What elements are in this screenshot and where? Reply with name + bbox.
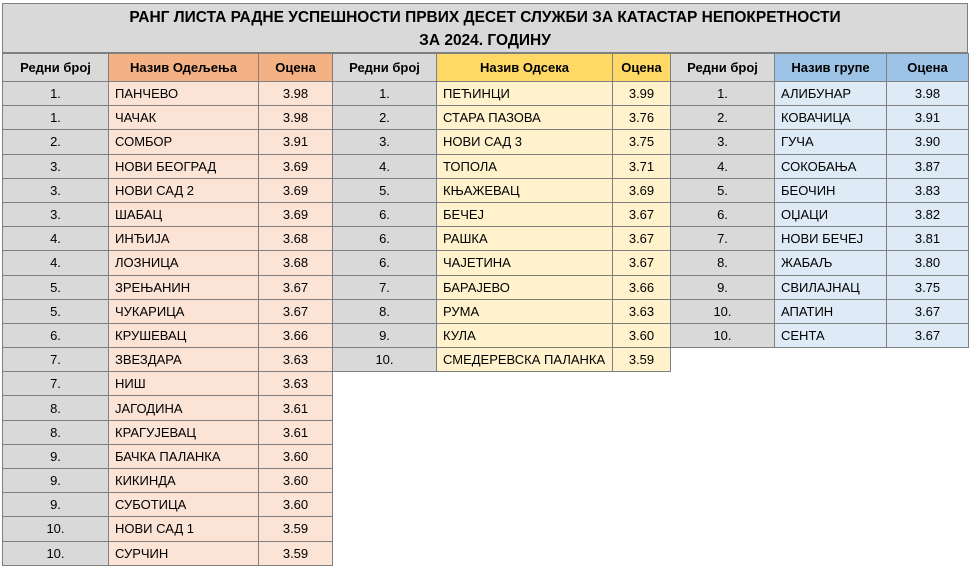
rank-cell: 7. bbox=[3, 372, 109, 396]
score-cell: 3.59 bbox=[259, 517, 333, 541]
name-cell: ПЕЋИНЦИ bbox=[437, 82, 613, 106]
score-cell: 3.99 bbox=[613, 82, 671, 106]
name-cell: БЕЧЕЈ bbox=[437, 202, 613, 226]
name-cell: ЧАЧАК bbox=[109, 106, 259, 130]
table-row bbox=[3, 444, 333, 468]
name-cell: СВИЛАЈНАЦ bbox=[775, 275, 887, 299]
name-cell: ЈАГОДИНА bbox=[109, 396, 259, 420]
rank-cell: 9. bbox=[3, 493, 109, 517]
rank-cell: 1. bbox=[3, 106, 109, 130]
rank-column-header: Редни број bbox=[3, 54, 109, 82]
name-cell: ЛОЗНИЦА bbox=[109, 251, 259, 275]
table-row bbox=[3, 82, 333, 106]
table-row bbox=[3, 517, 333, 541]
name-cell: КИКИНДА bbox=[109, 469, 259, 493]
rank-cell: 4. bbox=[3, 251, 109, 275]
table-row bbox=[333, 251, 671, 275]
rank-cell: 6. bbox=[333, 202, 437, 226]
table-row bbox=[3, 541, 333, 565]
name-cell: СУБОТИЦА bbox=[109, 493, 259, 517]
rank-cell: 3. bbox=[3, 202, 109, 226]
score-cell: 3.59 bbox=[259, 541, 333, 565]
table-row bbox=[3, 178, 333, 202]
score-cell: 3.60 bbox=[259, 444, 333, 468]
table-row bbox=[3, 251, 333, 275]
name-cell: КРУШЕВАЦ bbox=[109, 323, 259, 347]
table-row bbox=[671, 202, 969, 226]
score-cell: 3.98 bbox=[259, 106, 333, 130]
score-cell: 3.61 bbox=[259, 396, 333, 420]
name-cell: КУЛА bbox=[437, 323, 613, 347]
name-cell: СЕНТА bbox=[775, 323, 887, 347]
table-row bbox=[3, 493, 333, 517]
score-cell: 3.67 bbox=[613, 227, 671, 251]
score-cell: 3.80 bbox=[887, 251, 969, 275]
name-cell: ОЏАЦИ bbox=[775, 202, 887, 226]
rank-cell: 3. bbox=[3, 154, 109, 178]
name-cell: НОВИ САД 1 bbox=[109, 517, 259, 541]
table-row bbox=[333, 82, 671, 106]
name-cell: ЧАЈЕТИНА bbox=[437, 251, 613, 275]
rank-cell: 10. bbox=[3, 541, 109, 565]
score-cell: 3.83 bbox=[887, 178, 969, 202]
name-cell: ТОПОЛА bbox=[437, 154, 613, 178]
name-cell: ПАНЧЕВО bbox=[109, 82, 259, 106]
score-cell: 3.67 bbox=[887, 323, 969, 347]
rank-cell: 10. bbox=[671, 323, 775, 347]
name-cell: ИНЂИЈА bbox=[109, 227, 259, 251]
score-cell: 3.63 bbox=[259, 372, 333, 396]
name-cell: СОКОБАЊА bbox=[775, 154, 887, 178]
table-row bbox=[671, 154, 969, 178]
score-cell: 3.67 bbox=[259, 275, 333, 299]
name-cell: РАШКА bbox=[437, 227, 613, 251]
table-row bbox=[333, 275, 671, 299]
score-cell: 3.66 bbox=[613, 275, 671, 299]
table-row bbox=[3, 396, 333, 420]
score-column-header: Оцена bbox=[259, 54, 333, 82]
table-row bbox=[671, 323, 969, 347]
score-cell: 3.68 bbox=[259, 251, 333, 275]
table-row bbox=[333, 154, 671, 178]
rank-cell: 6. bbox=[3, 323, 109, 347]
departments-header-row bbox=[3, 54, 333, 82]
score-cell: 3.69 bbox=[613, 178, 671, 202]
rank-column-header: Редни број bbox=[333, 54, 437, 82]
table-row bbox=[3, 372, 333, 396]
table-row bbox=[3, 202, 333, 226]
name-cell: БАЧКА ПАЛАНКА bbox=[109, 444, 259, 468]
table-row bbox=[671, 178, 969, 202]
name-cell: БАРАЈЕВО bbox=[437, 275, 613, 299]
groups-table bbox=[670, 53, 969, 348]
department-name-column-header: Назив Одељења bbox=[109, 54, 259, 82]
name-cell: НОВИ БЕОГРАД bbox=[109, 154, 259, 178]
group-name-column-header: Назив групе bbox=[775, 54, 887, 82]
rank-cell: 6. bbox=[333, 227, 437, 251]
table-row bbox=[671, 251, 969, 275]
score-cell: 3.82 bbox=[887, 202, 969, 226]
name-cell: КОВАЧИЦА bbox=[775, 106, 887, 130]
rank-cell: 6. bbox=[333, 251, 437, 275]
rank-cell: 7. bbox=[671, 227, 775, 251]
table-row bbox=[333, 202, 671, 226]
name-cell: НОВИ САД 2 bbox=[109, 178, 259, 202]
score-cell: 3.60 bbox=[613, 323, 671, 347]
score-cell: 3.98 bbox=[887, 82, 969, 106]
name-cell: НОВИ БЕЧЕЈ bbox=[775, 227, 887, 251]
rank-cell: 9. bbox=[3, 444, 109, 468]
table-row bbox=[671, 275, 969, 299]
rank-cell: 9. bbox=[333, 323, 437, 347]
rank-cell: 10. bbox=[671, 299, 775, 323]
rank-cell: 8. bbox=[3, 420, 109, 444]
rank-cell: 3. bbox=[671, 130, 775, 154]
rank-cell: 7. bbox=[333, 275, 437, 299]
name-cell: ШАБАЦ bbox=[109, 202, 259, 226]
name-cell: КЊАЖЕВАЦ bbox=[437, 178, 613, 202]
score-cell: 3.75 bbox=[887, 275, 969, 299]
table-row bbox=[3, 106, 333, 130]
score-cell: 3.61 bbox=[259, 420, 333, 444]
table-row bbox=[3, 130, 333, 154]
table-row bbox=[3, 469, 333, 493]
table-row bbox=[333, 130, 671, 154]
rank-cell: 4. bbox=[333, 154, 437, 178]
sections-header-row bbox=[333, 54, 671, 82]
rank-cell: 7. bbox=[3, 348, 109, 372]
name-cell: НИШ bbox=[109, 372, 259, 396]
name-cell: СОМБОР bbox=[109, 130, 259, 154]
score-cell: 3.81 bbox=[887, 227, 969, 251]
table-row bbox=[333, 178, 671, 202]
table-row bbox=[3, 348, 333, 372]
rank-cell: 9. bbox=[671, 275, 775, 299]
table-row bbox=[3, 420, 333, 444]
score-cell: 3.91 bbox=[259, 130, 333, 154]
score-cell: 3.67 bbox=[259, 299, 333, 323]
rank-cell: 5. bbox=[671, 178, 775, 202]
name-cell: АПАТИН bbox=[775, 299, 887, 323]
departments-table bbox=[2, 53, 333, 566]
table-row bbox=[3, 227, 333, 251]
name-cell: РУМА bbox=[437, 299, 613, 323]
table-row bbox=[333, 106, 671, 130]
table-row bbox=[671, 299, 969, 323]
score-cell: 3.68 bbox=[259, 227, 333, 251]
name-cell: СМЕДЕРЕВСКА ПАЛАНКА bbox=[437, 348, 613, 372]
table-row bbox=[671, 82, 969, 106]
name-cell: АЛИБУНАР bbox=[775, 82, 887, 106]
rank-cell: 10. bbox=[333, 348, 437, 372]
name-cell: ГУЧА bbox=[775, 130, 887, 154]
title-line-1: РАНГ ЛИСТА РАДНЕ УСПЕШНОСТИ ПРВИХ ДЕСЕТ СЛУЖБИ ЗА КАТАСТАР НЕПОКРЕТНОСТИ bbox=[129, 9, 841, 26]
rank-cell: 10. bbox=[3, 517, 109, 541]
name-cell: КРАГУЈЕВАЦ bbox=[109, 420, 259, 444]
table-row bbox=[671, 106, 969, 130]
rank-cell: 2. bbox=[3, 130, 109, 154]
score-cell: 3.60 bbox=[259, 493, 333, 517]
table-row bbox=[333, 227, 671, 251]
sections-table bbox=[332, 53, 671, 372]
rank-cell: 5. bbox=[333, 178, 437, 202]
rank-cell: 1. bbox=[671, 82, 775, 106]
score-column-header: Оцена bbox=[887, 54, 969, 82]
rank-cell: 8. bbox=[3, 396, 109, 420]
name-cell: СТАРА ПАЗОВА bbox=[437, 106, 613, 130]
score-cell: 3.75 bbox=[613, 130, 671, 154]
score-cell: 3.63 bbox=[613, 299, 671, 323]
rank-cell: 4. bbox=[3, 227, 109, 251]
rank-cell: 3. bbox=[333, 130, 437, 154]
score-cell: 3.63 bbox=[259, 348, 333, 372]
rank-cell: 3. bbox=[3, 178, 109, 202]
title-line-2: ЗА 2024. ГОДИНУ bbox=[419, 32, 551, 49]
name-cell: ЗВЕЗДАРА bbox=[109, 348, 259, 372]
rank-cell: 4. bbox=[671, 154, 775, 178]
name-cell: ЖАБАЉ bbox=[775, 251, 887, 275]
table-row bbox=[671, 227, 969, 251]
section-name-column-header: Назив Одсека bbox=[437, 54, 613, 82]
score-cell: 3.59 bbox=[613, 348, 671, 372]
score-cell: 3.91 bbox=[887, 106, 969, 130]
table-row bbox=[3, 154, 333, 178]
table-row bbox=[671, 130, 969, 154]
name-cell: ЧУКАРИЦА bbox=[109, 299, 259, 323]
rank-cell: 8. bbox=[671, 251, 775, 275]
rank-cell: 2. bbox=[333, 106, 437, 130]
rank-column-header: Редни број bbox=[671, 54, 775, 82]
rank-cell: 2. bbox=[671, 106, 775, 130]
table-row bbox=[3, 323, 333, 347]
groups-header-row bbox=[671, 54, 969, 82]
score-cell: 3.69 bbox=[259, 202, 333, 226]
table-row bbox=[3, 299, 333, 323]
score-cell: 3.67 bbox=[887, 299, 969, 323]
rank-cell: 1. bbox=[333, 82, 437, 106]
table-row bbox=[3, 275, 333, 299]
score-cell: 3.60 bbox=[259, 469, 333, 493]
score-cell: 3.87 bbox=[887, 154, 969, 178]
name-cell: ЗРЕЊАНИН bbox=[109, 275, 259, 299]
rank-cell: 1. bbox=[3, 82, 109, 106]
score-cell: 3.76 bbox=[613, 106, 671, 130]
score-cell: 3.67 bbox=[613, 202, 671, 226]
score-cell: 3.67 bbox=[613, 251, 671, 275]
name-cell: НОВИ САД 3 bbox=[437, 130, 613, 154]
score-column-header: Оцена bbox=[613, 54, 671, 82]
score-cell: 3.66 bbox=[259, 323, 333, 347]
rank-cell: 5. bbox=[3, 275, 109, 299]
rank-cell: 5. bbox=[3, 299, 109, 323]
table-row bbox=[333, 299, 671, 323]
score-cell: 3.98 bbox=[259, 82, 333, 106]
rank-cell: 8. bbox=[333, 299, 437, 323]
name-cell: СУРЧИН bbox=[109, 541, 259, 565]
rank-cell: 9. bbox=[3, 469, 109, 493]
score-cell: 3.90 bbox=[887, 130, 969, 154]
score-cell: 3.69 bbox=[259, 154, 333, 178]
page-title bbox=[2, 3, 968, 53]
score-cell: 3.69 bbox=[259, 178, 333, 202]
name-cell: БЕОЧИН bbox=[775, 178, 887, 202]
rank-cell: 6. bbox=[671, 202, 775, 226]
table-row bbox=[333, 348, 671, 372]
table-row bbox=[333, 323, 671, 347]
score-cell: 3.71 bbox=[613, 154, 671, 178]
